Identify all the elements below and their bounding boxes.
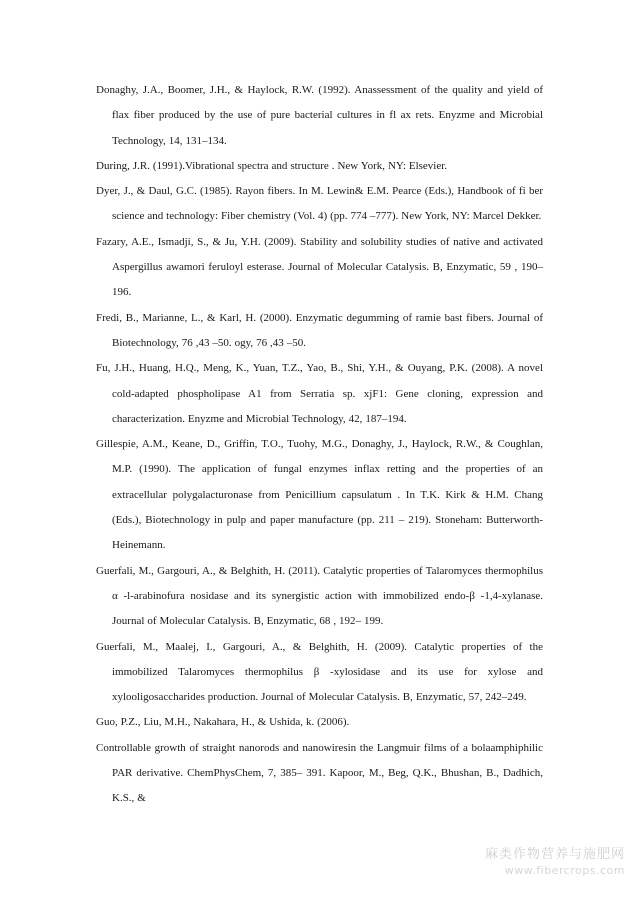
watermark-site-name: 麻类作物营养与施肥网 — [484, 847, 625, 862]
watermark-url: www.fibercrops.com — [504, 864, 625, 877]
reference-entry: Fazary, A.E., Ismadji, S., & Ju, Y.H. (2009). Stability and solubility studies of native and activated Aspergillus awamori feruloyl esterase. Journal of Molecular Catalysis. B, Enzymatic, 59 , 190– 196. — [96, 235, 543, 299]
reference-entry: Controllable growth of straight nanorods and nanowiresin the Langmuir films of a bolaamphiphilic PAR derivative. ChemPhysChem, 7, 385– 391. Kapoor, M., Beg, Q.K., Bhushan, B., Dadhich, K.S., & — [96, 741, 543, 805]
reference-entry: Fu, J.H., Huang, H.Q., Meng, K., Yuan, T.Z., Yao, B., Shi, Y.H., & Ouyang, P.K. (2008). A novel cold-adapted phospholipase A1 from Serratia sp. xjF1: Gene cloning, expression and characterization. Enyzme and Microbial Technology, 42, 187–194. — [96, 362, 543, 425]
reference-entry: Guerfali, M., Maalej, I., Gargouri, A., & Belghith, H. (2009). Catalytic properties of the immobilized Talaromyces thermophilus β -xylosidase and its use for xylose and xylooligosaccharides production. Journal of Molecular Catalysis. B, Enzymatic, 57, 242–249. — [96, 640, 543, 704]
reference-entry: Dyer, J., & Daul, G.C. (1985). Rayon fibers. In M. Lewin& E.M. Pearce (Eds.), Handbook of fi ber science and technology: Fiber chemistry (Vol. 4) (pp. 774 –777). New York, NY: Marcel Dekker. — [96, 185, 543, 223]
reference-entry: During, J.R. (1991).Vibrational spectra and structure . New York, NY: Elsevier. — [96, 159, 448, 172]
reference-list — [96, 78, 543, 812]
reference-entry: Gillespie, A.M., Keane, D., Griffin, T.O., Tuohy, M.G., Donaghy, J., Haylock, R.W., & Coughlan, M.P. (1990). The application of fungal enzymes inflax retting and the properties of an extracellular polygalacturonase from Penicillium capsulatum . In T.K. Kirk & H.M. Chang (Eds.), Biotechnology in pulp and paper manufacture (pp. 211 – 219). Stoneham: Butterworth-Heinemann. — [96, 438, 543, 552]
watermark — [485, 843, 625, 877]
reference-entry: Guerfali, M., Gargouri, A., & Belghith, H. (2011). Catalytic properties of Talaromyces thermophilus α -l-arabinofura nosidase and its synergistic action with immobilized endo-β -1,4-xylanase. Journal of Molecular Catalysis. B, Enzymatic, 68 , 192– 199. — [96, 564, 543, 628]
reference-entry: Donaghy, J.A., Boomer, J.H., & Haylock, R.W. (1992). Anassessment of the quality and yield of flax fiber produced by the use of pure bacterial cultures in fl ax rets. Enyzme and Microbial Technology, 14, 131–134. — [96, 84, 543, 147]
reference-entry: Guo, P.Z., Liu, M.H., Nakahara, H., & Ushida, k. (2006). — [96, 716, 350, 729]
reference-entry: Fredi, B., Marianne, L., & Karl, H. (2000). Enzymatic degumming of ramie bast fibers. Journal of Biotechnology, 76 ,43 –50. ogy, 76 ,43 –50. — [96, 311, 543, 349]
